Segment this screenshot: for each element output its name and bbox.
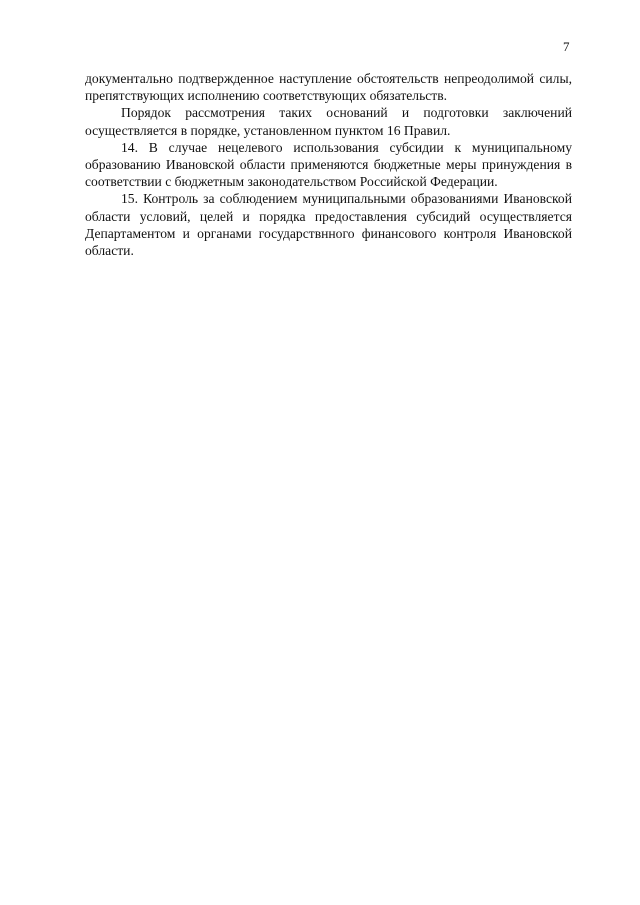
document-body [85,70,572,259]
page-number: 7 [563,39,570,54]
paragraph-item-15: 15. Контроль за соблюдением муниципальными образованиями Ивановской области условий, целей и порядка предоставления субсидий осуществляется Департаментом и органами государствнного финансового контроля Ивановской области. [85,191,572,259]
paragraph-item-14: 14. В случае нецелевого использования субсидии к муниципальному образованию Ивановской области применяются бюджетные меры принуждения в соответствии с бюджетным законодательством Российской Федерации. [85,139,572,190]
paragraph-review-procedure: Порядок рассмотрения таких оснований и подготовки заключений осуществляется в порядке, установленном пунктом 16 Правил. [85,105,572,138]
paragraph-obligations-continuation: документально подтвержденное наступление обстоятельств непреодолимой силы, препятствующих исполнению соответствующих обязательств. [85,71,572,104]
